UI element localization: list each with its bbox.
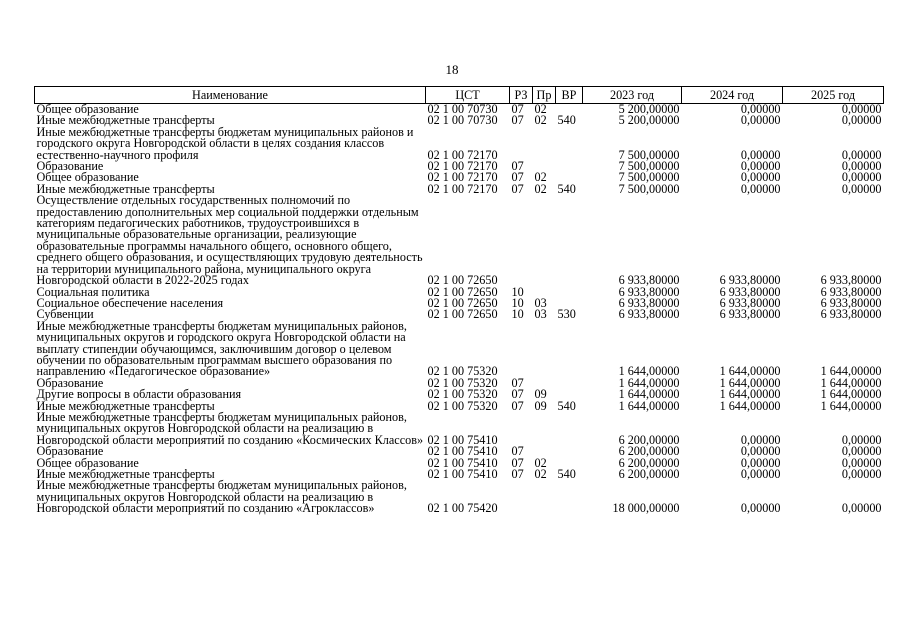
cell-2023: 7 500,00000 — [618, 170, 680, 185]
cell-2023: 7 500,00000 — [618, 159, 680, 174]
cell-vr — [556, 161, 583, 172]
cell-pr — [533, 321, 556, 378]
cell-pr: 03 — [534, 307, 547, 322]
header-pr: Пр — [533, 87, 556, 104]
cell-2024: 0,00000 — [740, 432, 781, 447]
header-2024: 2024 год — [682, 87, 783, 104]
cell-name: Иные межбюджетные трансферты бюджетам муниципальных районов и городского округа Новгородской области в целях создания классов естественно-научного профиля — [36, 124, 414, 162]
cell-name: Осуществление отдельных государственных полномочий по предоставлению дополнительных мер социальной поддержки отдельным категориям педагогических работников, трудоустроившихся в муниципальные образовательные организации, реализующие образовательные программы начального общего, основного общего, среднего общего образования, и осуществляющих трудовую деятельность на территории муниципального района, муниципального округа Новгородской области в 2022-2025 годах — [36, 193, 423, 288]
cell-2024: 0,00000 — [740, 501, 781, 516]
cell-2025: 6 933,80000 — [820, 273, 882, 288]
header-2025: 2025 год — [783, 87, 884, 104]
cell-2023: 6 200,00000 — [618, 444, 680, 459]
cell-cst: 02 1 00 72170 — [427, 181, 498, 196]
cell-rz: 07 — [511, 444, 524, 459]
cell-2023: 1 644,00000 — [618, 364, 680, 379]
cell-name: Иные межбюджетные трансферты — [36, 398, 215, 413]
cell-rz: 07 — [511, 387, 524, 402]
cell-2025: 6 933,80000 — [820, 284, 882, 299]
cell-2025: 0,00000 — [841, 455, 882, 470]
header-rz: РЗ — [510, 87, 533, 104]
cell-pr: 09 — [534, 398, 547, 413]
cell-2023: 6 200,00000 — [618, 455, 680, 470]
cell-vr — [556, 127, 583, 161]
cell-name: Социальное обеспечение населения — [36, 295, 224, 310]
cell-name: Образование — [36, 444, 104, 459]
cell-name: Другие вопросы в области образования — [36, 387, 242, 402]
cell-name: Иные межбюджетные трансферты бюджетам муниципальных районов, муниципальных округов и городского округа Новгородской области на выплату стипендии обучающимся, заключившим договор о целевом обучении по образовательным программам высшего образования по направлению «Педагогическое образование» — [36, 318, 407, 379]
cell-2025: 0,00000 — [841, 159, 882, 174]
cell-rz: 10 — [511, 307, 524, 322]
cell-2023: 6 933,80000 — [618, 295, 680, 310]
cell-2023: 7 500,00000 — [618, 181, 680, 196]
cell-rz: 07 — [511, 467, 524, 481]
cell-2025: 0,00000 — [841, 181, 882, 196]
cell-2023: 6 933,80000 — [618, 307, 680, 322]
cell-2024: 0,00000 — [740, 444, 781, 459]
cell-cst: 02 1 00 75420 — [427, 501, 498, 516]
cell-cst: 02 1 00 75320 — [427, 375, 498, 390]
table-header-row — [35, 87, 884, 104]
cell-2023: 1 644,00000 — [618, 398, 680, 413]
cell-2023: 6 933,80000 — [618, 273, 680, 288]
table-row — [35, 127, 884, 161]
cell-rz: 07 — [511, 398, 524, 413]
cell-pr: 02 — [534, 181, 547, 196]
cell-cst: 02 1 00 70730 — [427, 113, 498, 128]
cell-rz — [510, 480, 533, 514]
table-row — [35, 412, 884, 446]
cell-pr: 09 — [534, 387, 547, 402]
cell-cst: 02 1 00 75410 — [427, 455, 498, 470]
table-row — [35, 195, 884, 286]
cell-2024: 6 933,80000 — [719, 273, 781, 288]
cell-pr: 02 — [534, 113, 547, 128]
cell-2025: 1 644,00000 — [820, 375, 882, 390]
cell-2025: 0,00000 — [841, 467, 882, 481]
cell-2024: 0,00000 — [740, 159, 781, 174]
cell-2024: 6 933,80000 — [719, 295, 781, 310]
cell-2025: 0,00000 — [841, 501, 882, 516]
cell-2025: 1 644,00000 — [820, 364, 882, 379]
cell-cst: 02 1 00 72650 — [427, 284, 498, 299]
cell-pr: 02 — [534, 455, 547, 470]
cell-2024: 0,00000 — [740, 181, 781, 196]
cell-vr — [556, 321, 583, 378]
cell-2024: 0,00000 — [740, 467, 781, 481]
header-name: Наименование — [35, 87, 426, 104]
cell-name: Иные межбюджетные трансферты — [36, 113, 215, 128]
cell-name: Общее образование — [36, 455, 139, 470]
cell-name: Общее образование — [36, 102, 139, 116]
cell-2023: 7 500,00000 — [618, 147, 680, 162]
cell-name: Общее образование — [36, 170, 139, 185]
cell-2025: 0,00000 — [841, 102, 882, 116]
cell-vr: 540 — [557, 398, 576, 413]
cell-vr — [556, 446, 583, 457]
header-cst: ЦСТ — [426, 87, 510, 104]
cell-pr — [533, 480, 556, 514]
cell-cst: 02 1 00 72650 — [427, 307, 498, 322]
cell-cst: 02 1 00 72170 — [427, 147, 498, 162]
cell-2023: 6 200,00000 — [618, 467, 680, 481]
cell-pr — [533, 127, 556, 161]
cell-cst: 02 1 00 75320 — [427, 398, 498, 413]
cell-2024: 6 933,80000 — [719, 307, 781, 322]
cell-name: Субвенции — [36, 307, 94, 322]
cell-cst: 02 1 00 75410 — [427, 444, 498, 459]
cell-rz: 10 — [511, 284, 524, 299]
cell-2024: 0,00000 — [740, 102, 781, 116]
cell-rz — [510, 127, 533, 161]
cell-rz — [510, 412, 533, 446]
cell-vr: 530 — [557, 307, 576, 322]
cell-2025: 1 644,00000 — [820, 398, 882, 413]
cell-vr: 540 — [557, 467, 576, 481]
cell-name: Иные межбюджетные трансферты бюджетам муниципальных районов, муниципальных округов Новгородской области на реализацию в Новгородской области мероприятий по созданию «Агроклассов» — [36, 478, 407, 516]
cell-2024: 1 644,00000 — [719, 364, 781, 379]
cell-vr — [556, 287, 583, 298]
cell-pr: 03 — [534, 295, 547, 310]
cell-pr: 02 — [534, 170, 547, 185]
cell-2023: 18 000,00000 — [612, 501, 680, 516]
cell-rz: 07 — [511, 102, 524, 116]
cell-2025: 0,00000 — [841, 432, 882, 447]
cell-name: Образование — [36, 375, 104, 390]
cell-rz: 07 — [511, 181, 524, 196]
cell-2025: 0,00000 — [841, 444, 882, 459]
cell-2025: 1 644,00000 — [820, 387, 882, 402]
cell-cst: 02 1 00 70730 — [427, 102, 498, 116]
cell-pr — [533, 412, 556, 446]
cell-cst: 02 1 00 75320 — [427, 364, 498, 379]
cell-2025: 0,00000 — [841, 113, 882, 128]
cell-cst: 02 1 00 72650 — [427, 295, 498, 310]
cell-pr: 02 — [534, 467, 547, 481]
header-2023: 2023 год — [583, 87, 682, 104]
cell-rz: 07 — [511, 455, 524, 470]
cell-rz: 07 — [511, 170, 524, 185]
cell-2024: 0,00000 — [740, 455, 781, 470]
cell-cst: 02 1 00 75320 — [427, 387, 498, 402]
cell-2023: 5 200,00000 — [618, 102, 680, 116]
cell-name: Иные межбюджетные трансферты бюджетам муниципальных районов, муниципальных округов Новгородской области на реализацию в Новгородской области мероприятий по созданию «Космических Классов» — [36, 409, 424, 447]
cell-2024: 0,00000 — [740, 170, 781, 185]
cell-vr — [556, 195, 583, 286]
cell-name: Иные межбюджетные трансферты — [36, 181, 215, 196]
cell-rz: 07 — [511, 375, 524, 390]
cell-2023: 5 200,00000 — [618, 113, 680, 128]
cell-2025: 0,00000 — [841, 147, 882, 162]
cell-2024: 6 933,80000 — [719, 284, 781, 299]
cell-vr — [556, 378, 583, 389]
cell-pr: 02 — [534, 102, 547, 116]
table-row — [35, 480, 884, 514]
cell-2024: 0,00000 — [740, 113, 781, 128]
table-row — [35, 321, 884, 378]
cell-2025: 6 933,80000 — [820, 295, 882, 310]
cell-name: Образование — [36, 159, 104, 174]
cell-vr: 540 — [557, 113, 576, 128]
cell-2024: 1 644,00000 — [719, 375, 781, 390]
cell-cst: 02 1 00 72170 — [427, 170, 498, 185]
cell-2024: 1 644,00000 — [719, 387, 781, 402]
cell-pr — [533, 195, 556, 286]
cell-cst: 02 1 00 72170 — [427, 159, 498, 174]
cell-2025: 6 933,80000 — [820, 307, 882, 322]
cell-2023: 1 644,00000 — [618, 387, 680, 402]
cell-rz — [510, 321, 533, 378]
cell-cst: 02 1 00 75410 — [427, 467, 498, 481]
cell-2024: 1 644,00000 — [719, 398, 781, 413]
cell-rz: 07 — [511, 113, 524, 128]
cell-2025: 0,00000 — [841, 170, 882, 185]
cell-rz: 07 — [511, 159, 524, 174]
cell-cst: 02 1 00 72650 — [427, 273, 498, 288]
cell-cst: 02 1 00 75410 — [427, 432, 498, 447]
cell-2024: 0,00000 — [740, 147, 781, 162]
header-vr: ВР — [556, 87, 583, 104]
page-number: 18 — [445, 62, 459, 77]
cell-vr — [556, 480, 583, 514]
cell-name: Социальная политика — [36, 284, 150, 299]
table-body — [35, 104, 884, 515]
cell-vr: 540 — [557, 181, 576, 196]
cell-name: Иные межбюджетные трансферты — [36, 467, 215, 481]
cell-rz — [510, 195, 533, 286]
cell-rz: 10 — [511, 295, 524, 310]
cell-vr — [556, 412, 583, 446]
budget-table — [34, 86, 884, 515]
cell-2023: 1 644,00000 — [618, 375, 680, 390]
cell-2023: 6 933,80000 — [618, 284, 680, 299]
cell-2023: 6 200,00000 — [618, 432, 680, 447]
